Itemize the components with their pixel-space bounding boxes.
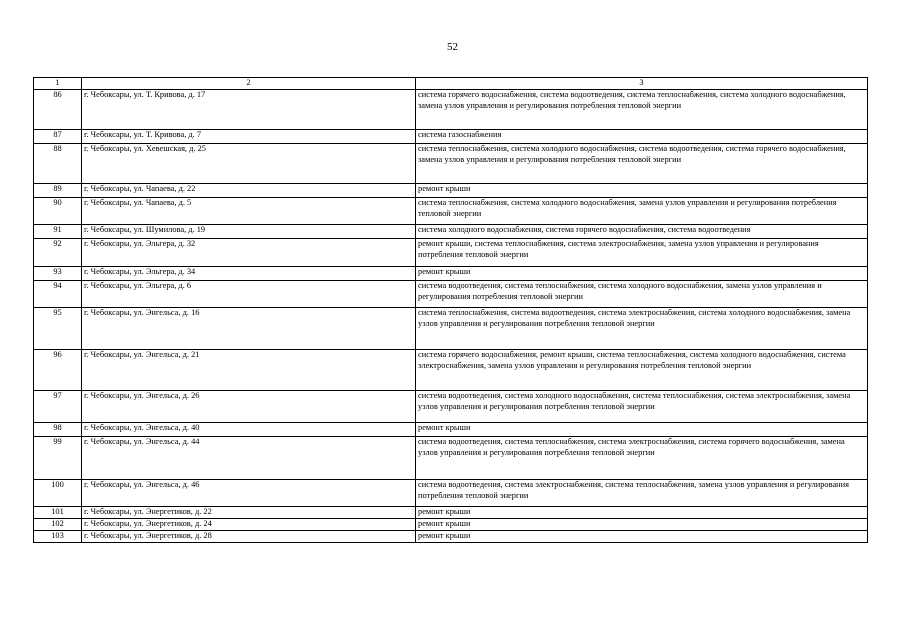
row-address: г. Чебоксары, ул. Энгельса, д. 40 [82,423,416,437]
row-number: 91 [34,225,82,239]
row-number: 87 [34,130,82,144]
row-works: система теплоснабжения, система водоотведения, система электроснабжения, система холодного водоснабжения, замена узлов управления и регулирования потребления тепловой энергии [416,308,868,350]
row-works: система водоотведения, система теплоснабжения, система холодного водоснабжения, замена узлов управления и регулирования потребления тепловой энергии [416,281,868,308]
row-number: 99 [34,437,82,480]
row-works: ремонт крыши [416,507,868,519]
row-address: г. Чебоксары, ул. Чапаева, д. 22 [82,184,416,198]
row-number: 98 [34,423,82,437]
row-works: система водоотведения, система теплоснабжения, система электроснабжения, система горячего водоснабжения, замена узлов управления и регулирования потребления тепловой энергии [416,437,868,480]
row-works: ремонт крыши [416,531,868,543]
table-row [34,391,868,423]
row-works: ремонт крыши [416,519,868,531]
table-row [34,507,868,519]
row-works: система водоотведения, система электроснабжения, система теплоснабжения, замена узлов управления и регулирования потребления тепловой энергии [416,480,868,507]
row-address: г. Чебоксары, ул. Энгельса, д. 44 [82,437,416,480]
row-number: 100 [34,480,82,507]
row-number: 88 [34,144,82,184]
page-number: 52 [447,41,458,53]
row-number: 96 [34,350,82,391]
row-address: г. Чебоксары, ул. Эльгера, д. 34 [82,267,416,281]
header-cell: 3 [416,78,868,90]
row-works: ремонт крыши [416,423,868,437]
row-address: г. Чебоксары, ул. Энергетиков, д. 22 [82,507,416,519]
row-address: г. Чебоксары, ул. Энгельса, д. 46 [82,480,416,507]
row-number: 93 [34,267,82,281]
row-works: ремонт крыши [416,184,868,198]
table-row [34,480,868,507]
table-row [34,90,868,130]
table-row [34,225,868,239]
header-row [34,78,868,90]
row-works: ремонт крыши, система теплоснабжения, система электроснабжения, замена узлов управления и регулирования потребления тепловой энергии [416,239,868,267]
row-address: г. Чебоксары, ул. Т. Кривова, д. 7 [82,130,416,144]
row-number: 92 [34,239,82,267]
row-address: г. Чебоксары, ул. Энгельса, д. 26 [82,391,416,423]
table-row [34,531,868,543]
table-row [34,198,868,225]
row-works: ремонт крыши [416,267,868,281]
table-row [34,519,868,531]
table-row [34,437,868,480]
row-address: г. Чебоксары, ул. Энергетиков, д. 28 [82,531,416,543]
row-number: 102 [34,519,82,531]
row-address: г. Чебоксары, ул. Хевешская, д. 25 [82,144,416,184]
row-address: г. Чебоксары, ул. Энергетиков, д. 24 [82,519,416,531]
row-number: 86 [34,90,82,130]
row-works: система газоснабжения [416,130,868,144]
table-row [34,350,868,391]
table-row [34,423,868,437]
table-row [34,267,868,281]
header-cell: 1 [34,78,82,90]
row-number: 95 [34,308,82,350]
row-works: система горячего водоснабжения, ремонт крыши, система теплоснабжения, система холодного водоснабжения, система электроснабжения, замена узлов управления и регулирования потребления тепловой энергии [416,350,868,391]
row-address: г. Чебоксары, ул. Шумилова, д. 19 [82,225,416,239]
row-works: система теплоснабжения, система холодного водоснабжения, система водоотведения, система горячего водоснабжения, замена узлов управления и регулирования потребления тепловой энергии [416,144,868,184]
row-address: г. Чебоксары, ул. Энгельса, д. 16 [82,308,416,350]
row-number: 94 [34,281,82,308]
works-table [33,77,868,543]
row-address: г. Чебоксары, ул. Чапаева, д. 5 [82,198,416,225]
table-row [34,308,868,350]
table-row [34,144,868,184]
row-address: г. Чебоксары, ул. Энгельса, д. 21 [82,350,416,391]
row-number: 103 [34,531,82,543]
header-cell: 2 [82,78,416,90]
row-number: 101 [34,507,82,519]
table-row [34,239,868,267]
row-works: система теплоснабжения, система холодного водоснабжения, замена узлов управления и регулирования потребления тепловой энергии [416,198,868,225]
row-number: 90 [34,198,82,225]
table-row [34,281,868,308]
row-works: система холодного водоснабжения, система горячего водоснабжения, система водоотведения [416,225,868,239]
row-address: г. Чебоксары, ул. Эльгера, д. 32 [82,239,416,267]
row-address: г. Чебоксары, ул. Эльгера, д. 6 [82,281,416,308]
row-number: 97 [34,391,82,423]
row-number: 89 [34,184,82,198]
row-works: система горячего водоснабжения, система водоотведения, система теплоснабжения, система холодного водоснабжения, замена узлов управления и регулирования потребления тепловой энергии [416,90,868,130]
table-row [34,130,868,144]
row-works: система водоотведения, система холодного водоснабжения, система теплоснабжения, система электроснабжения, замена узлов управления и регулирования потребления тепловой энергии [416,391,868,423]
table-row [34,184,868,198]
row-address: г. Чебоксары, ул. Т. Кривова, д. 17 [82,90,416,130]
